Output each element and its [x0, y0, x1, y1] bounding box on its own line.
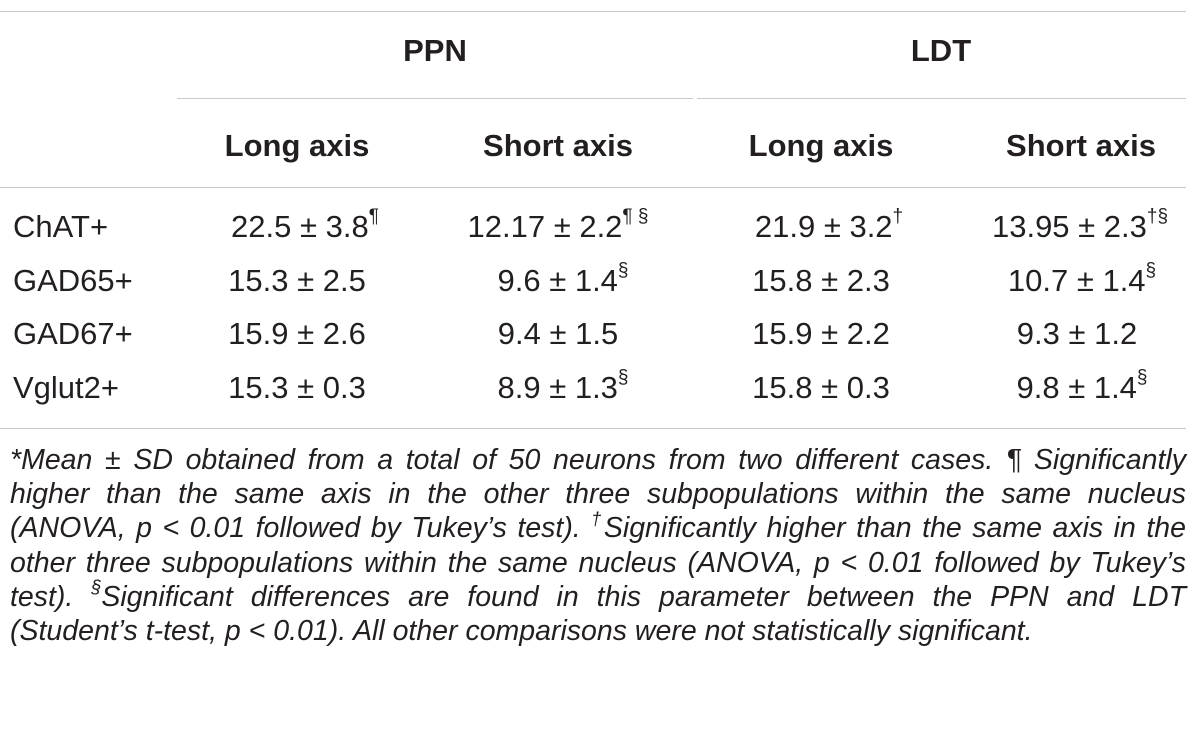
table-cell [991, 205, 1169, 245]
table-cell [228, 263, 366, 299]
header-bottom-rule [0, 187, 1186, 188]
table-cell [752, 263, 890, 299]
table-cell [228, 370, 366, 406]
table-cell [498, 316, 618, 352]
cell-value: 15.3 ± 2.5 [228, 263, 366, 298]
table-cell [1007, 259, 1157, 299]
cell-value: 15.9 ± 2.6 [228, 316, 366, 351]
significance-mark: ¶ § [622, 205, 649, 227]
cell-value: 15.9 ± 2.2 [752, 316, 890, 351]
cell-value: 9.4 ± 1.5 [497, 316, 619, 351]
cell-value: 15.8 ± 0.3 [752, 370, 890, 405]
pilcrow-mark: ¶ [1005, 444, 1022, 476]
footnote-part-2: Significantly higher than the same axis in the other three subpopulations within the same nucleus (ANOVA, p < 0.01 followed by Tukey’s test). [10, 444, 1186, 545]
table-cell [752, 370, 890, 406]
cell-value: 13.95 ± 2.3 [991, 209, 1147, 244]
table-cell [1016, 366, 1148, 406]
dagger-mark: † [591, 508, 604, 529]
significance-mark: †§ [1146, 205, 1169, 227]
footnote-part-1: *Mean ± SD obtained from a total of 50 neurons from two different cases. [10, 444, 1006, 476]
cell-value: 12.17 ± 2.2 [467, 209, 623, 244]
table-cell [1017, 316, 1137, 352]
row-label-vglut2: Vglut2+ [13, 370, 120, 405]
footnote-part-4: Significant differences are found in this parameter between the PPN and LDT (Student’s t-test, p < 0.01). All other comparisons were not statistically significant. [10, 580, 1187, 648]
table-cell [754, 205, 904, 245]
cell-value: 21.9 ± 3.2 [754, 209, 893, 244]
table-cell [497, 259, 629, 299]
ppn-group-rule [177, 98, 693, 99]
cell-value: 8.9 ± 1.3 [497, 370, 618, 405]
significance-mark: § [1145, 259, 1157, 281]
cell-value: 9.3 ± 1.2 [1016, 316, 1138, 351]
table-bottom-rule [0, 428, 1186, 429]
cell-value: 10.7 ± 1.4 [1007, 263, 1146, 298]
cell-value: 22.5 ± 3.8 [231, 209, 369, 244]
group-header-ldt: LDT [910, 33, 972, 68]
table-cell [231, 205, 379, 245]
column-header-ldt-long-axis: Long axis [748, 128, 894, 163]
group-header-ppn: PPN [403, 33, 467, 68]
significance-mark: † [892, 205, 904, 227]
section-mark: § [91, 577, 102, 598]
cell-value: 15.8 ± 2.3 [752, 263, 890, 298]
column-header-ppn-long-axis: Long axis [224, 128, 370, 163]
ldt-group-rule [697, 98, 1186, 99]
table-footnote [10, 443, 1186, 648]
cell-value: 15.3 ± 0.3 [228, 370, 366, 405]
significance-mark: ¶ [368, 205, 379, 227]
cell-value: 9.8 ± 1.4 [1016, 370, 1137, 405]
significance-mark: § [617, 366, 629, 388]
significance-mark: § [1136, 366, 1148, 388]
row-label-chat: ChAT+ [13, 209, 109, 244]
cell-value: 9.6 ± 1.4 [497, 263, 618, 298]
significance-mark: § [617, 259, 629, 281]
table-cell [467, 205, 649, 245]
row-label-gad65: GAD65+ [13, 263, 133, 298]
table-cell [497, 366, 629, 406]
row-label-gad67: GAD67+ [13, 316, 133, 351]
table-cell [228, 316, 366, 352]
table-top-rule [0, 11, 1186, 12]
column-header-ppn-short-axis: Short axis [483, 128, 633, 163]
footnote-part-3: Significantly higher than the same axis in the other three subpopulations within the same nucleus (ANOVA, p < 0.01 followed by Tukey’s test). [10, 512, 1186, 613]
column-header-ldt-short-axis: Short axis [1006, 128, 1156, 163]
table-cell [752, 316, 890, 352]
